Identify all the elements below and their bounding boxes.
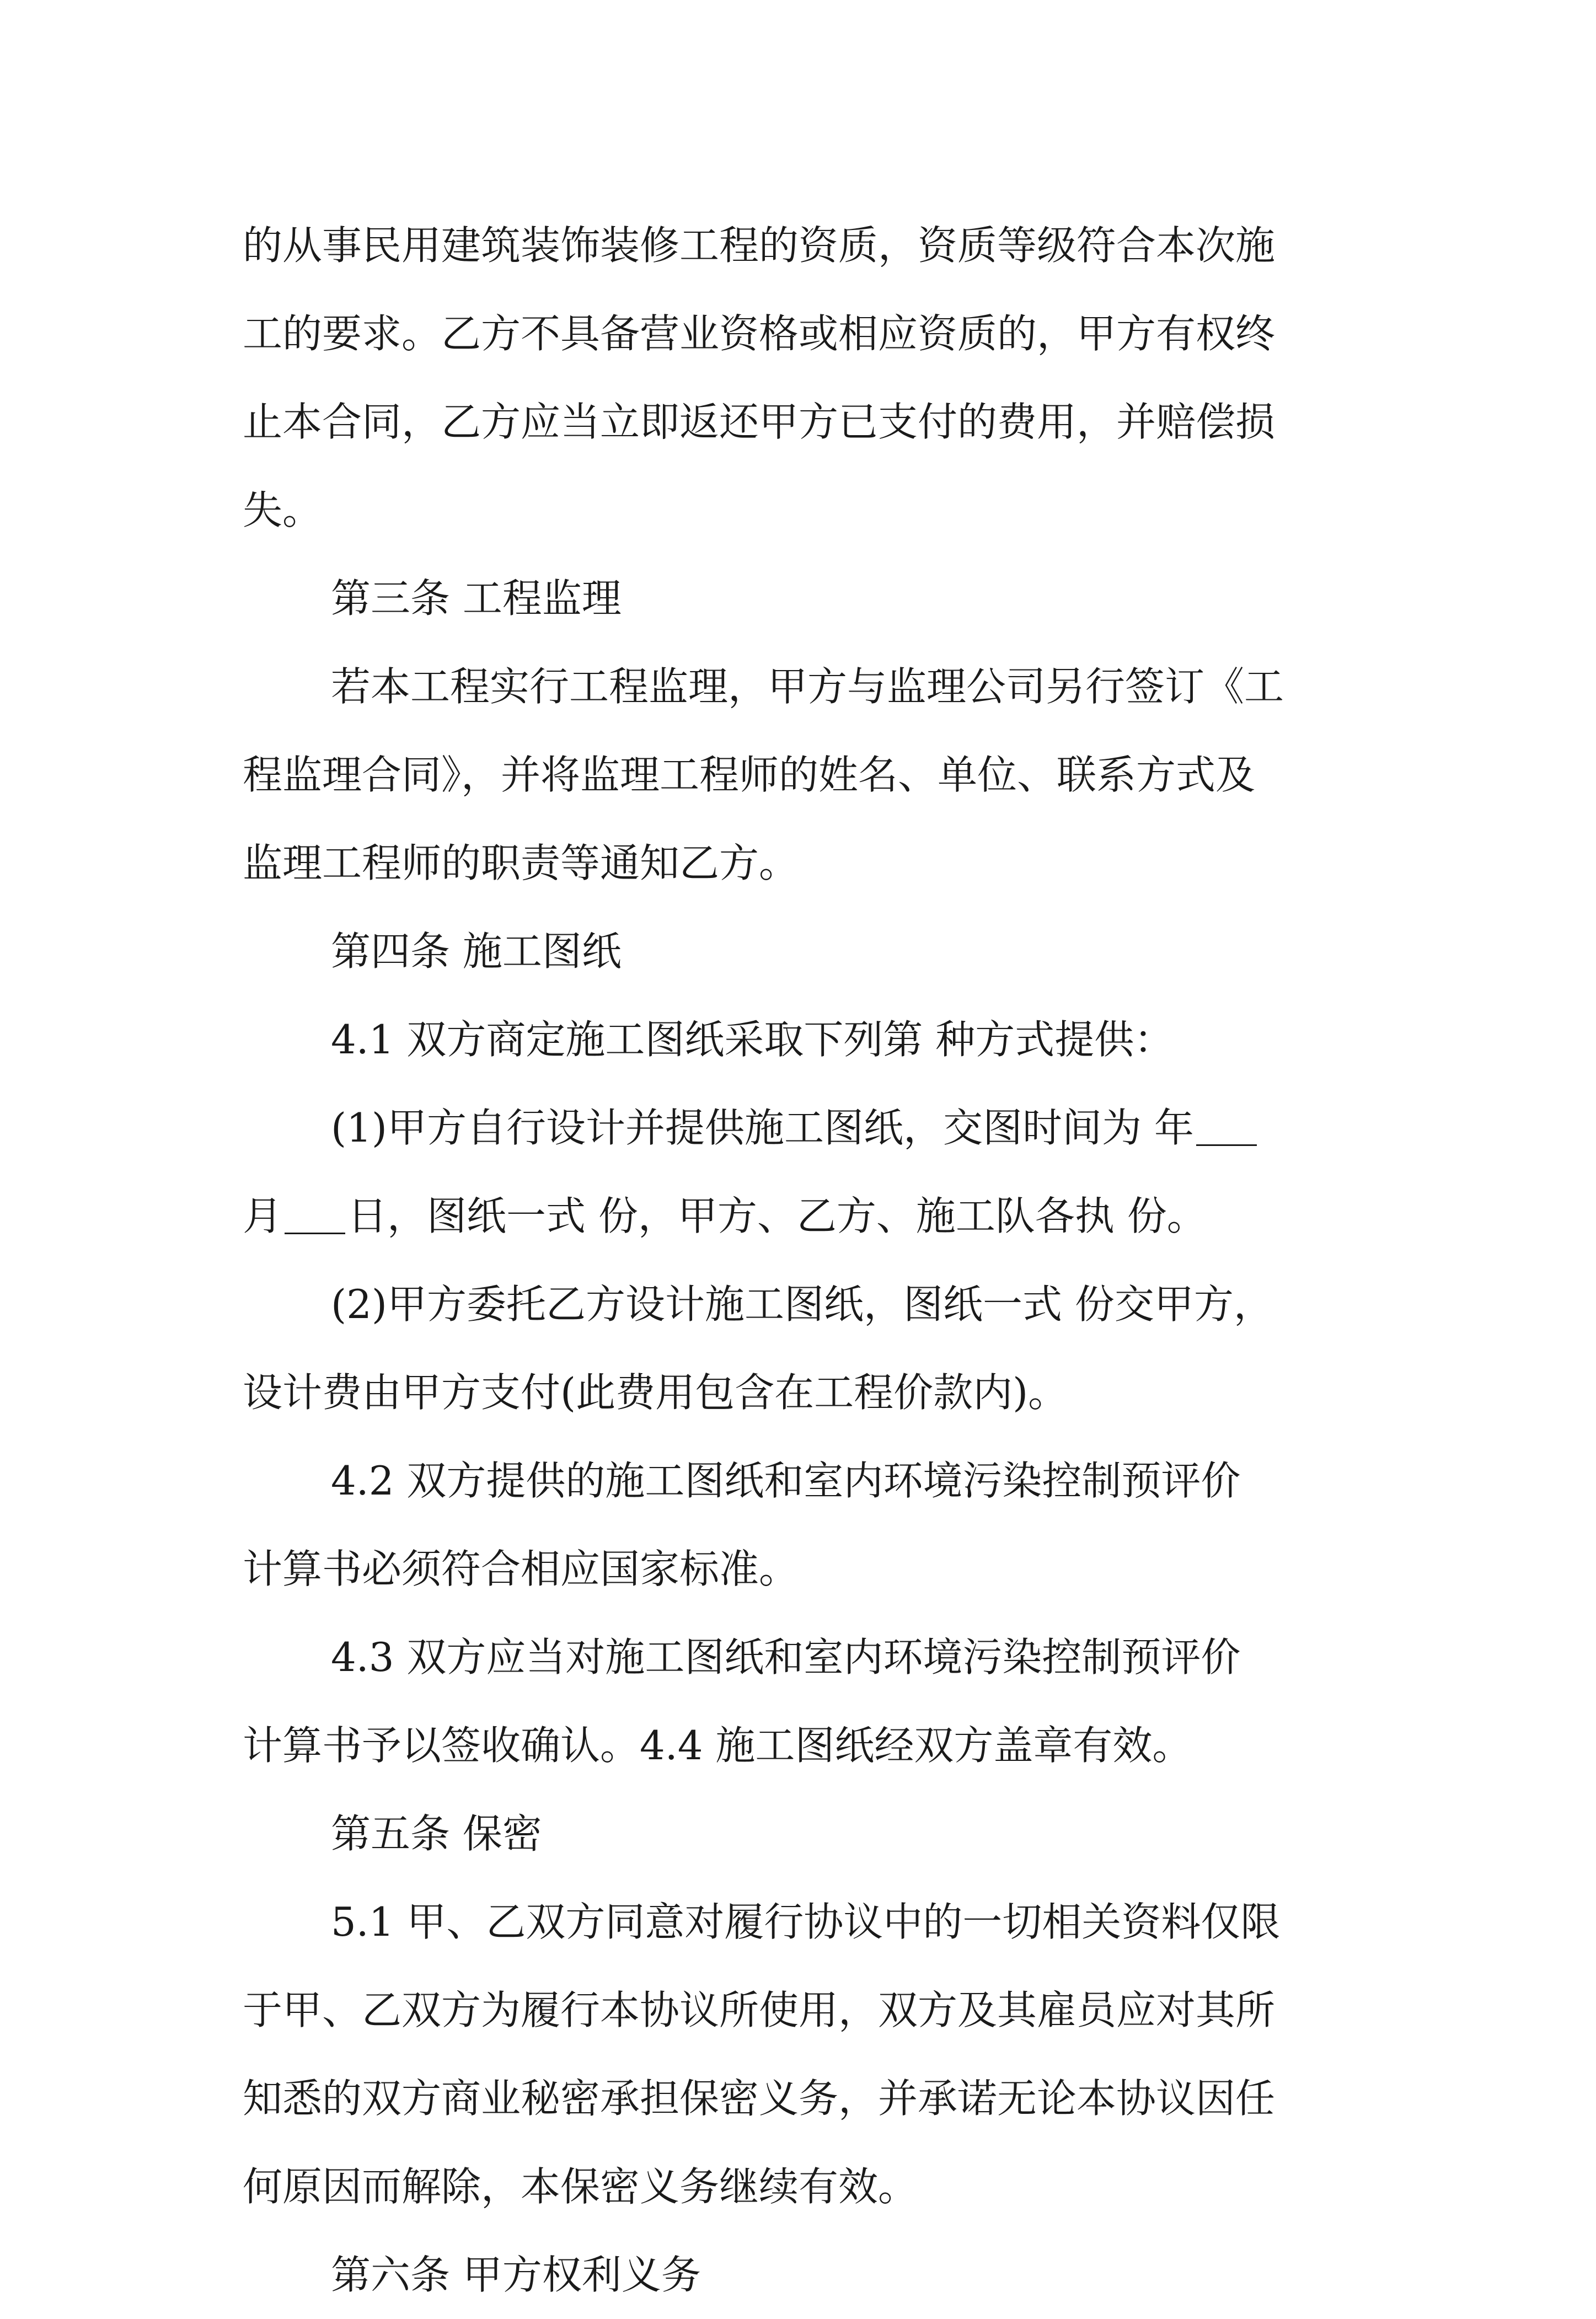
line-text: (1)甲方自行设计并提供施工图纸，交图时间为 年 <box>331 1105 1194 1151</box>
paragraph-line: 于甲、乙双方为履行本协议所使用，双方及其雇员应对其所 <box>243 1987 1276 2033</box>
paragraph-line: 4.2 双方提供的施工图纸和室内环境污染控制预评价 <box>331 1458 1241 1504</box>
paragraph-line: 工的要求。乙方不具备营业资格或相应资质的，甲方有权终 <box>243 310 1276 357</box>
paragraph-line: 止本合同，乙方应当立即返还甲方已支付的费用，并赔偿损 <box>243 399 1276 445</box>
line-text: 日，图纸一式 份，甲方、乙方、施工队各执 份。 <box>347 1193 1207 1239</box>
paragraph-line: 计算书予以签收确认。4.4 施工图纸经双方盖章有效。 <box>243 1722 1192 1769</box>
paragraph-line: 监理工程师的职责等通知乙方。 <box>243 840 799 886</box>
paragraph-line: 的从事民用建筑装饰装修工程的资质，资质等级符合本次施 <box>243 222 1276 269</box>
paragraph-line: 何原因而解除，本保密义务继续有效。 <box>243 2163 918 2210</box>
paragraph-line: 设计费由甲方支付(此费用包含在工程价款内)。 <box>243 1369 1068 1416</box>
paragraph-line: 若本工程实行工程监理，甲方与监理公司另行签订《工 <box>331 663 1284 710</box>
article-heading: 第三条 工程监理 <box>331 575 622 622</box>
paragraph-line: 知悉的双方商业秘密承担保密义务，并承诺无论本协议因任 <box>243 2075 1276 2122</box>
line-text: 月 <box>243 1193 283 1239</box>
paragraph-line: 4.3 双方应当对施工图纸和室内环境污染控制预评价 <box>331 1634 1241 1680</box>
paragraph-line: (2)甲方委托乙方设计施工图纸，图纸一式 份交甲方， <box>331 1281 1273 1327</box>
paragraph-line: 失。 <box>243 487 323 533</box>
paragraph-line <box>243 1172 1368 1260</box>
document-body <box>243 201 1368 2319</box>
fill-in-blank <box>1196 1144 1257 1146</box>
article-heading: 第五条 保密 <box>331 1811 542 1857</box>
paragraph-line: 程监理合同》，并将监理工程师的姓名、单位、联系方式及 <box>243 752 1256 798</box>
fill-in-blank <box>285 1232 345 1234</box>
paragraph-line: 4.1 双方商定施工图纸采取下列第 种方式提供： <box>331 1016 1174 1063</box>
paragraph-line: 5.1 甲、乙双方同意对履行协议中的一切相关资料仅限 <box>331 1899 1281 1945</box>
article-heading: 第四条 施工图纸 <box>331 928 622 974</box>
paragraph-line <box>243 1084 1368 1172</box>
article-heading: 第六条 甲方权利义务 <box>331 2252 701 2298</box>
paragraph-line: 计算书必须符合相应国家标准。 <box>243 1546 799 1592</box>
